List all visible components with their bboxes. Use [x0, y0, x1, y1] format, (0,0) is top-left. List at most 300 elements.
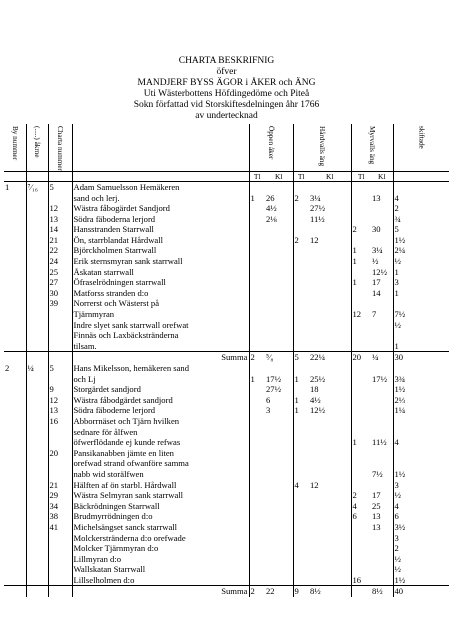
cell-ch: 9: [48, 384, 72, 395]
subtitle-line: Uti Wästerbottens Höfdingedöme och Piteå: [143, 89, 310, 99]
cell-s: 1: [394, 340, 399, 351]
cell-desc: Södra fäboderna lerjord: [72, 214, 249, 225]
cell-m1: [351, 320, 371, 331]
cell-by: [4, 416, 26, 427]
cell-m2: [371, 363, 393, 374]
cell-h1: [293, 320, 309, 331]
cell-s: 4: [394, 500, 399, 511]
cell-ch: 13: [48, 214, 72, 225]
cell-s: [393, 416, 449, 427]
cell-m1: [351, 554, 371, 565]
cell-h1: [293, 533, 309, 544]
table-row: [4, 543, 449, 554]
cell-h1: [293, 203, 309, 214]
cell-h1: [293, 501, 309, 512]
cell-h2: [309, 448, 351, 459]
cell-o1: [249, 490, 265, 501]
table-row: [4, 224, 449, 235]
cell-h1: [293, 458, 309, 469]
cell-m2: [371, 384, 393, 395]
cell-h1: [293, 448, 309, 459]
table-row: [4, 214, 449, 225]
cell-h1: 1: [294, 373, 299, 384]
cell-by: [4, 267, 26, 278]
cell-ch: 41: [48, 522, 72, 533]
cell-desc: Lillmyran d:o: [72, 554, 249, 565]
cell-h2: [309, 363, 351, 374]
cell-o1: [249, 564, 265, 575]
cell-h2: [309, 320, 351, 331]
cell-desc: Lillselholmen d:o: [72, 575, 249, 586]
table-row: [4, 395, 449, 406]
cell-m1: [351, 298, 371, 309]
table-row: [4, 341, 449, 352]
cell-m2: [371, 203, 393, 214]
cell-desc: och Lj: [72, 374, 249, 385]
cell-o2: 17½: [265, 374, 293, 385]
cell-m2: 13: [371, 511, 393, 522]
table-row: [4, 203, 449, 214]
table-row: [4, 480, 449, 491]
cell-o2: [265, 245, 293, 256]
col-hardvall: Hårdvalls äng: [293, 124, 351, 171]
cell-by: [4, 522, 26, 533]
cell-by: [4, 469, 26, 480]
cell-ch: 14: [48, 224, 72, 235]
cell-ak: [26, 395, 48, 406]
cell-m1: [351, 448, 371, 459]
subtitle-line: Sokn författad vid Storskiftesdelningen åhr 1766: [133, 100, 320, 110]
cell-by: [4, 437, 26, 448]
cell-ch: 21: [48, 480, 72, 491]
cell-by: [4, 224, 26, 235]
cell-desc: Ön, starrblandat Hårdwall: [72, 235, 249, 246]
cell-o1: 1: [250, 192, 255, 203]
cell-desc: Hälften af ön starbl. Hårdwall: [72, 480, 249, 491]
cell-by: [4, 203, 26, 214]
cell-h1: [293, 288, 309, 299]
cell-h2: [309, 309, 351, 320]
cell-o1: [249, 427, 265, 438]
cell-by: [4, 298, 26, 309]
cell-m1: [351, 363, 371, 374]
cell-m1: [351, 193, 371, 204]
cell-s: ½: [394, 490, 401, 501]
cell-ch: [48, 309, 72, 320]
cell-s: 1½: [394, 468, 406, 479]
cell-o2: [265, 511, 293, 522]
table-row: [4, 267, 449, 278]
cell-m1: 1: [352, 277, 357, 288]
cell-ch: [48, 437, 72, 448]
cell-o1: [249, 309, 265, 320]
cell-ch: [48, 586, 72, 597]
cell-m2: [371, 405, 393, 416]
cell-desc: Södra fäboderne lerjord: [72, 405, 249, 416]
cell-m1: [351, 374, 371, 385]
cell-m1: [351, 533, 371, 544]
cell-s: [393, 181, 449, 192]
cell-o2: [265, 267, 293, 278]
table-row: [4, 490, 449, 501]
table-row: [4, 193, 449, 204]
summa-row: [4, 352, 449, 363]
cell-s: 6: [394, 511, 399, 522]
cell-ak: [26, 277, 48, 288]
cell-o1: [249, 235, 265, 246]
subtitle-line: av undertecknad: [195, 111, 258, 121]
cell-o2: ⁵⁄₈: [265, 352, 293, 363]
cell-h2: [309, 501, 351, 512]
cell-o2: [265, 288, 293, 299]
cell-h1: 1: [294, 405, 299, 416]
cell-o1: [249, 543, 265, 554]
cell-desc: sand och lerj.: [72, 193, 249, 204]
cell-by: [4, 575, 26, 586]
cell-h1: [293, 522, 309, 533]
cell-o2: [265, 320, 293, 331]
cell-h2: 8½: [309, 586, 351, 597]
cell-ak: [26, 480, 48, 491]
cell-s: ½: [394, 553, 401, 564]
cell-desc: Molckerstränderna d:o orefwade: [72, 533, 249, 544]
cell-h1: [293, 277, 309, 288]
cell-by: [4, 245, 26, 256]
cell-h2: 3¼: [309, 193, 351, 204]
cell-m1: 12: [352, 309, 362, 320]
cell-o1: [249, 437, 265, 448]
cell-ak: [26, 352, 48, 363]
cell-desc: Wästra fåbogärdet Sandjord: [72, 203, 249, 214]
cell-h2: 12: [309, 480, 351, 491]
cell-h1: 4: [294, 479, 299, 490]
cell-h1: [293, 224, 309, 235]
cell-s: 5: [394, 224, 399, 235]
cell-o2: [265, 309, 293, 320]
cell-s: 30: [393, 352, 449, 363]
cell-ch: 22: [48, 245, 72, 256]
unit-label: Tl: [293, 171, 309, 181]
cell-m2: [371, 554, 393, 565]
cell-desc: Hansstranden Starrwall: [72, 224, 249, 235]
cell-m1: [351, 427, 371, 438]
cell-by: [4, 480, 26, 491]
cell-o1: [249, 181, 265, 192]
cell-ak: [26, 490, 48, 501]
cell-m2: [371, 543, 393, 554]
table-row: [4, 554, 449, 565]
cell-ch: 24: [48, 256, 72, 267]
table-row: [4, 309, 449, 320]
cell-by: [4, 309, 26, 320]
cell-ch: 13: [48, 405, 72, 416]
cell-ch: 38: [48, 511, 72, 522]
cell-h1: [293, 469, 309, 480]
cell-m1: 2: [352, 224, 357, 235]
cell-o1: [249, 458, 265, 469]
cell-s: 1½: [394, 384, 406, 395]
cell-m1: [351, 405, 371, 416]
cell-o2: [265, 256, 293, 267]
cell-m2: 12½: [371, 267, 393, 278]
cell-m2: 11½: [371, 437, 393, 448]
cell-ch: [48, 469, 72, 480]
cell-m1: [351, 330, 371, 341]
cell-o1: [249, 395, 265, 406]
cell-ch: 16: [48, 416, 72, 427]
cell-ak: [26, 298, 48, 309]
cell-h1: [293, 437, 309, 448]
cell-m1: [351, 395, 371, 406]
cell-s: 1: [394, 266, 399, 277]
cell-m2: [371, 298, 393, 309]
cell-desc: Molcker Tjärnmyran d:o: [72, 543, 249, 554]
cell-desc: Åskatan starrwall: [72, 267, 249, 278]
cell-h1: 9: [293, 586, 309, 597]
col-by: By nummer: [4, 124, 26, 171]
cell-m1: 2: [352, 490, 357, 501]
cell-h2: [309, 437, 351, 448]
cell-ak: [26, 235, 48, 246]
cell-ak: [26, 522, 48, 533]
cell-o1: 2: [249, 586, 265, 597]
cell-desc: Wästra Selmyran sank starrwall: [72, 490, 249, 501]
cell-ak: [26, 511, 48, 522]
cell-desc: Storgärdet sandjord: [72, 384, 249, 395]
cell-m2: [371, 330, 393, 341]
cell-h2: [309, 533, 351, 544]
cell-s: ½: [394, 564, 401, 575]
cell-m2: 17½: [371, 374, 393, 385]
cell-ak: [26, 469, 48, 480]
table-row: [4, 181, 449, 192]
cell-desc: Tjärnmyran: [72, 309, 249, 320]
cell-s: 3½: [394, 521, 406, 532]
cell-ch: 25: [48, 267, 72, 278]
cell-m1: [351, 458, 371, 469]
cell-s: 1½: [394, 234, 406, 245]
cell-desc: Erik sternsmyran sank starrwall: [72, 256, 249, 267]
cell-desc: orefwad strand ofwanföre samma: [72, 458, 249, 469]
cell-o2: [265, 277, 293, 288]
cell-s: 2: [394, 543, 399, 554]
cell-o1: [249, 554, 265, 565]
cell-m1: [351, 469, 371, 480]
cell-ak: [26, 224, 48, 235]
table-row: [4, 522, 449, 533]
cell-h2: [309, 277, 351, 288]
cell-h1: [293, 267, 309, 278]
cell-by: [4, 374, 26, 385]
cell-h2: [309, 511, 351, 522]
cell-h2: [309, 224, 351, 235]
table-row: [4, 245, 449, 256]
cell-m1: 20: [351, 352, 371, 363]
cell-by: [4, 395, 26, 406]
cell-desc: Summa: [72, 352, 249, 363]
cell-o1: [249, 405, 265, 416]
cell-m2: [371, 341, 393, 352]
table-row: [4, 277, 449, 288]
cell-ak: [26, 564, 48, 575]
cell-ak: [26, 341, 48, 352]
cell-s: ½: [394, 256, 401, 267]
cell-ak: [26, 575, 48, 586]
cell-desc: sednare för ålfwen: [72, 427, 249, 438]
table-row: [4, 288, 449, 299]
col-aker: (.....) åkrne: [26, 124, 48, 171]
cell-o2: [265, 533, 293, 544]
cell-o2: [265, 298, 293, 309]
cell-s: 3: [394, 532, 399, 543]
cell-o2: 4½: [265, 203, 293, 214]
cell-o2: [265, 448, 293, 459]
cell-o1: [249, 277, 265, 288]
cell-ak: [26, 458, 48, 469]
cell-by: [4, 330, 26, 341]
cell-h2: [309, 267, 351, 278]
cell-o1: [249, 575, 265, 586]
cell-h2: [309, 490, 351, 501]
cell-o1: [249, 469, 265, 480]
cell-h2: [309, 543, 351, 554]
unit-row: [4, 171, 449, 181]
cell-o1: [249, 298, 265, 309]
table-row: [4, 533, 449, 544]
cell-s: 1½: [394, 574, 406, 585]
cell-h2: [309, 181, 351, 192]
cell-desc: Michelsängset sanck starrwall: [72, 522, 249, 533]
unit-label: Tl: [249, 171, 265, 181]
cell-s: 1: [394, 287, 399, 298]
cell-by: [4, 458, 26, 469]
cell-h2: [309, 427, 351, 438]
cell-m2: 7: [371, 309, 393, 320]
cell-desc: Wästra fåbodgärdet sandjord: [72, 395, 249, 406]
cell-ch: 20: [48, 448, 72, 459]
cell-m2: 13: [371, 193, 393, 204]
cell-o2: [265, 458, 293, 469]
unit-label: Kl: [265, 171, 293, 181]
cell-ak: [26, 543, 48, 554]
cell-s: [393, 298, 449, 309]
cell-m1: [351, 341, 371, 352]
cell-o2: [265, 224, 293, 235]
cell-by: [4, 288, 26, 299]
cell-ak: [26, 554, 48, 565]
cell-o1: [249, 533, 265, 544]
cell-o2: 6: [265, 395, 293, 406]
col-desc: [72, 124, 249, 171]
cell-h1: [293, 511, 309, 522]
cell-o1: [249, 384, 265, 395]
cell-m1: [351, 235, 371, 246]
cell-by: [4, 511, 26, 522]
cell-ak: [26, 193, 48, 204]
cell-h2: 18: [309, 384, 351, 395]
table-row: [4, 427, 449, 438]
cell-by: [4, 564, 26, 575]
cell-o2: 2⅛: [265, 214, 293, 225]
cell-h1: 2: [294, 192, 299, 203]
cell-ch: 21: [48, 235, 72, 246]
cell-ak: [26, 256, 48, 267]
cell-ch: 27: [48, 277, 72, 288]
cell-s: 3¾: [394, 373, 406, 384]
cell-by: [4, 277, 26, 288]
cell-o1: [249, 330, 265, 341]
cell-o2: [265, 522, 293, 533]
cell-by: [4, 427, 26, 438]
cell-desc: Summa: [72, 586, 249, 597]
cell-o2: 3: [265, 405, 293, 416]
cell-ch: 5: [48, 363, 72, 374]
cell-o1: [249, 267, 265, 278]
cell-h1: [293, 330, 309, 341]
cell-h1: [293, 427, 309, 438]
title: CHARTA BESKRIFNIG: [178, 56, 275, 66]
cell-desc: nabb wid storälfwen: [72, 469, 249, 480]
cell-o1: [249, 245, 265, 256]
cell-ak: [26, 374, 48, 385]
cell-ch: [48, 564, 72, 575]
cell-ak: [26, 330, 48, 341]
cell-ch: 5: [48, 181, 72, 192]
cell-m1: [351, 288, 371, 299]
cell-m2: ¼: [371, 352, 393, 363]
cell-h2: [309, 564, 351, 575]
cell-desc: tilsam.: [72, 341, 249, 352]
cell-o2: [265, 564, 293, 575]
cell-h1: [293, 384, 309, 395]
cell-h2: 12½: [309, 405, 351, 416]
cell-h2: [309, 522, 351, 533]
cell-m1: [351, 543, 371, 554]
table-row: [4, 374, 449, 385]
col-myrvall: Myrvalls äng: [351, 124, 393, 171]
cell-o2: [265, 554, 293, 565]
cell-desc: Finnäs och Laxbäckstränderna: [72, 330, 249, 341]
cell-h2: 27½: [309, 203, 351, 214]
cell-o1: [249, 501, 265, 512]
cell-by: [4, 533, 26, 544]
cell-ch: 30: [48, 288, 72, 299]
cell-desc: öfwerflödande ej kunde refwas: [72, 437, 249, 448]
cell-m2: [371, 181, 393, 192]
cell-o1: [249, 320, 265, 331]
table-row: [4, 437, 449, 448]
cell-ak: [26, 214, 48, 225]
cell-ch: 12: [48, 203, 72, 214]
cell-desc: Öfraselrödningen starrwall: [72, 277, 249, 288]
cell-m2: 3¼: [371, 245, 393, 256]
cell-desc: Hans Mikelsson, hemäkeren sand: [72, 363, 249, 374]
cell-ak: [26, 501, 48, 512]
cell-ak: [26, 416, 48, 427]
cell-by: 1: [4, 181, 26, 192]
cell-m2: 17: [371, 490, 393, 501]
cell-m2: [371, 480, 393, 491]
cell-o1: [249, 448, 265, 459]
cell-m1: 4: [352, 500, 357, 511]
cell-m1: 1: [352, 437, 357, 448]
cell-by: [4, 554, 26, 565]
unit-label: Kl: [371, 171, 393, 181]
table-row: [4, 405, 449, 416]
cell-ch: [48, 543, 72, 554]
cell-desc: Pansikanabben jämte en liten: [72, 448, 249, 459]
cell-ch: [48, 320, 72, 331]
